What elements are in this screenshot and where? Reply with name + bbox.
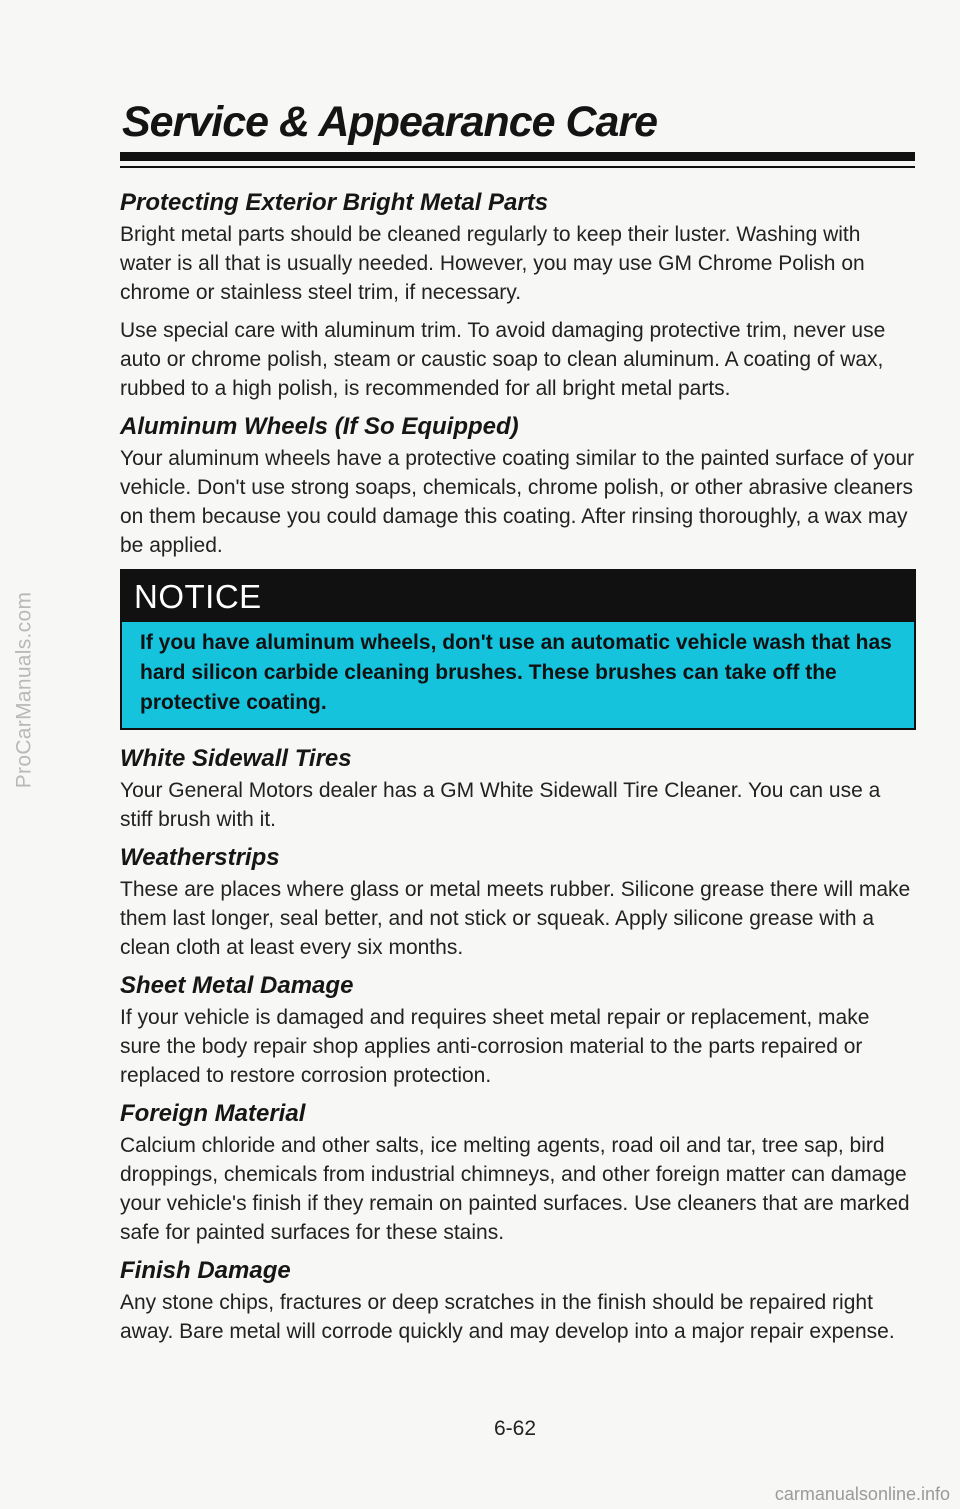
title-rule-thin (120, 166, 915, 168)
notice-label: NOTICE (122, 571, 914, 622)
section-paragraph: Calcium chloride and other salts, ice melting agents, road oil and tar, tree sap, bird droppings, chemicals from industrial chimneys, and other foreign matter can damage your vehicle's finish if they remain on painted surfaces. Use cleaners that are marked safe for painted surfaces for these stains. (120, 1134, 910, 1244)
page-content (120, 188, 915, 1355)
section-heading: Finish Damage (120, 1257, 291, 1284)
bottom-watermark: carmanualsonline.info (774, 1484, 950, 1504)
section-finish-damage (120, 1256, 915, 1346)
section-heading: Foreign Material (120, 1100, 306, 1127)
page-title: Service & Appearance Care (122, 98, 658, 146)
notice-box (120, 569, 916, 730)
section-heading: Protecting Exterior Bright Metal Parts (120, 189, 549, 216)
notice-text: If you have aluminum wheels, don't use an automatic vehicle wash that has hard silicon carbide cleaning brushes. These brushes can take off the protective coating. (140, 631, 892, 714)
section-heading: Weatherstrips (120, 844, 280, 871)
section-paragraph: Your General Motors dealer has a GM White Sidewall Tire Cleaner. You can use a stiff brush with it. (120, 779, 881, 831)
page-number: 6-62 (493, 1417, 537, 1440)
side-watermark-text: ProCarManuals.com (12, 591, 35, 789)
section-bright-metal (120, 188, 915, 403)
title-rule-thick (120, 152, 915, 161)
side-watermark (8, 480, 40, 900)
section-paragraph: Bright metal parts should be cleaned regularly to keep their luster. Washing with water is all that is usually needed. However, you may use GM Chrome Polish on chrome or stainless steel trim, if necessary. (120, 223, 865, 304)
section-weatherstrips (120, 843, 915, 962)
section-heading: Sheet Metal Damage (120, 972, 354, 999)
section-paragraph: Any stone chips, fractures or deep scratches in the finish should be repaired right away. Bare metal will corrode quickly and may develop into a major repair expense. (120, 1291, 895, 1343)
section-heading: Aluminum Wheels (If So Equipped) (120, 413, 519, 440)
section-paragraph: If your vehicle is damaged and requires sheet metal repair or replacement, make sure the body repair shop applies anti-corrosion material to the parts repaired or replaced to restore corrosion protection. (120, 1006, 870, 1087)
section-aluminum-wheels (120, 412, 915, 560)
section-paragraph: Your aluminum wheels have a protective coating similar to the painted surface of your vehicle. Don't use strong soaps, chemicals, chrome polish, or other abrasive cleaners on them because you could damage this coating. After rinsing thoroughly, a wax may be applied. (120, 447, 915, 557)
section-white-sidewall (120, 744, 915, 834)
section-paragraph: These are places where glass or metal meets rubber. Silicone grease there will make them last longer, seal better, and not stick or squeak. Apply silicone grease with a clean cloth at least every six months. (120, 878, 911, 959)
section-paragraph: Use special care with aluminum trim. To avoid damaging protective trim, never use auto or chrome polish, steam or caustic soap to clean aluminum. A coating of wax, rubbed to a high polish, is recommended for all bright metal parts. (120, 319, 886, 400)
section-foreign-material (120, 1099, 915, 1247)
section-sheet-metal (120, 971, 915, 1090)
section-heading: White Sidewall Tires (120, 745, 352, 772)
